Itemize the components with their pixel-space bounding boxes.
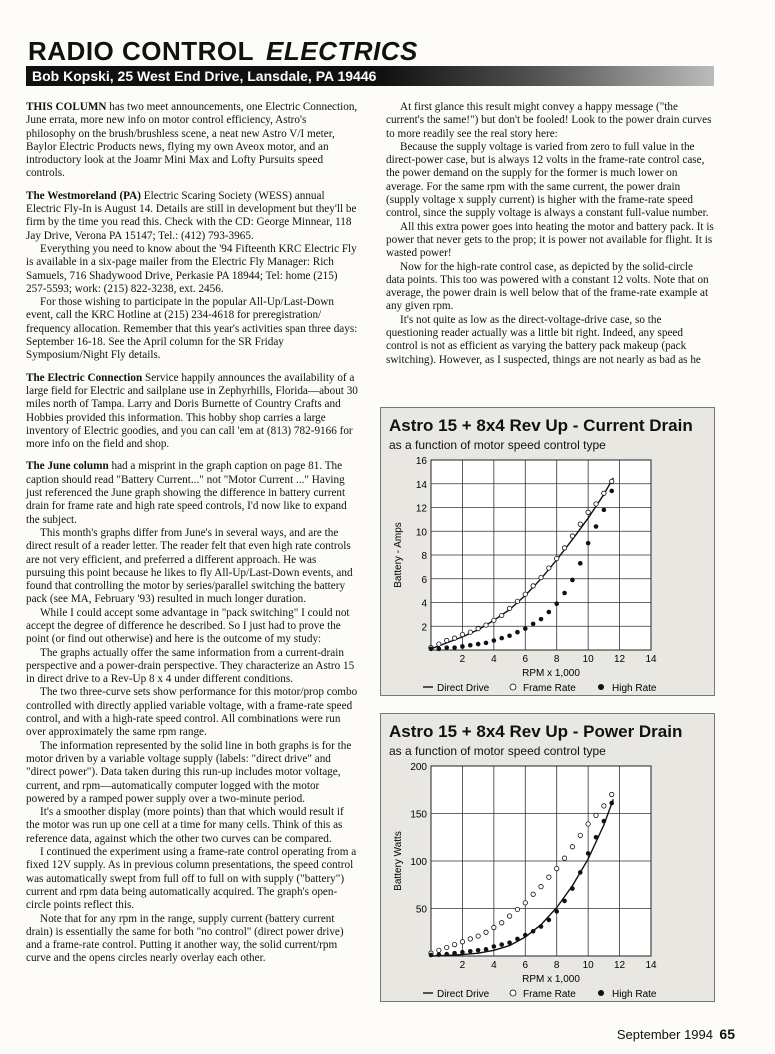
y-axis-label: Battery - Amps: [393, 522, 404, 588]
high-rate-point: [586, 851, 591, 856]
high-rate-point: [523, 933, 528, 938]
legend-direct-drive: Direct Drive: [437, 683, 490, 694]
frame-rate-point: [586, 510, 590, 514]
frame-rate-point: [452, 942, 456, 946]
title-italic: ELECTRICS: [266, 36, 418, 66]
x-tick-label: 14: [645, 654, 657, 665]
frame-rate-point: [468, 937, 472, 941]
x-tick-label: 6: [522, 654, 529, 665]
legend-high-rate: High Rate: [612, 989, 657, 1000]
high-rate-point: [531, 622, 536, 627]
paragraph: Now for the high-rate control case, as depicted by the solid-circle data points. This too was powered with a constant 12 volts. Note that on average, the power drain is well below that of the frame-rate example at any given rpm.: [386, 260, 709, 313]
high-rate-point: [476, 948, 481, 953]
title-main: RADIO CONTROL: [28, 36, 255, 66]
paragraph: [26, 460, 358, 526]
paragraph-text: Electric Scaring Society (WESS) annual Electric Fly-In is August 14. Details are still in development but they'll be firm by the time you read this. Check with the CD: George Minnear, 118 Jay Drive, Verona PA 15147; Tel.: (412) 793-3965.: [26, 189, 357, 242]
high-rate-point: [484, 641, 489, 646]
frame-rate-point: [452, 636, 456, 640]
frame-rate-point: [562, 856, 566, 860]
x-axis-label: RPM x 1,000: [522, 974, 580, 985]
lead-in: The Electric Connection: [26, 371, 143, 384]
high-rate-point: [468, 643, 473, 648]
frame-rate-point: [484, 623, 488, 627]
high-rate-point: [476, 642, 481, 647]
high-rate-point: [539, 924, 544, 929]
frame-rate-point: [507, 914, 511, 918]
frame-rate-point: [578, 522, 582, 526]
legend-direct-drive: Direct Drive: [437, 989, 490, 1000]
left-column: [26, 101, 358, 966]
current-drain-chart: [380, 407, 715, 696]
high-rate-point: [468, 949, 473, 954]
frame-rate-point: [437, 642, 441, 646]
paragraph-text: Everything you need to know about the '94 Fifteenth KRC Electric Fly is available in a six-page mailer from the Electric Fly Manager: Rich Samuels, 716 Shadywood Drive, Perkasie PA 18944; Tel: home (215) 257-5593; work: (215) 822-3238, ext. 2456.: [26, 242, 357, 295]
legend-solid-swatch: [598, 684, 604, 690]
frame-rate-point: [547, 566, 551, 570]
paragraph: [26, 607, 358, 647]
high-rate-point: [531, 929, 536, 934]
high-rate-point: [594, 835, 599, 840]
high-rate-point: [515, 630, 520, 635]
lead-in: THIS COLUMN: [26, 101, 107, 113]
frame-rate-point: [555, 556, 559, 560]
y-tick-label: 100: [410, 857, 427, 868]
frame-rate-point: [602, 804, 606, 808]
paragraph-text: The graphs actually offer the same information from a current-drain perspective and a power-drain perspective. They characterize an Astro 15 in direct drive to a Rev-Up 8 x 4 under different conditions.: [26, 646, 355, 686]
legend-open-swatch: [510, 684, 516, 690]
paragraph: [26, 296, 358, 362]
paragraph: [26, 913, 358, 966]
frame-rate-point: [523, 592, 527, 596]
paragraph: [26, 243, 358, 296]
high-rate-point: [570, 578, 575, 583]
high-rate-point: [452, 951, 457, 956]
legend-open-swatch: [510, 990, 516, 996]
paragraph: [26, 372, 358, 452]
paragraph-text: had a misprint in the graph caption on page 81. The caption should read "Battery Current..." not "Motor Current ..." Having just referenced the June graph showing the difference in battery current drain for frame rate and high rate speed controls, I'd now like to expand the subject.: [26, 460, 347, 526]
frame-rate-point: [492, 618, 496, 622]
high-rate-point: [499, 636, 504, 641]
frame-rate-point: [507, 606, 511, 610]
frame-rate-point: [594, 813, 598, 817]
frame-rate-point: [476, 934, 480, 938]
x-tick-label: 10: [582, 960, 594, 971]
paragraph: [26, 527, 358, 607]
high-rate-point: [429, 647, 434, 652]
high-rate-point: [437, 647, 442, 652]
frame-rate-point: [610, 479, 614, 483]
frame-rate-point: [547, 875, 551, 879]
paragraph-text: For those wishing to participate in the popular All-Up/Last-Down event, call the KRC Hotline at (215) 234-4618 for preregistration/ frequency allocation. Remember that this year's activities span three days: September 16-18. See the April column for the SR Friday Symposium/Night Fly details.: [26, 296, 358, 362]
author-byline: Bob Kopski, 25 West End Drive, Lansdale, PA 19446: [26, 66, 714, 86]
x-axis-label: RPM x 1,000: [522, 668, 580, 679]
paragraph-text: This month's graphs differ from June's in several ways, and are the direct result of a reader letter. The reader felt that even high rate controls are not very efficient, and preferred a different approach. He was pursuing this point because he likes to fly All-Up/Last-Down events, and found that controlling the motor by series/parallel switching the battery pack (see MA, February '93) resulted in much longer duration.: [26, 526, 353, 606]
x-tick-label: 6: [522, 960, 529, 971]
page-number: 65: [719, 1026, 735, 1042]
legend-high-rate: High Rate: [612, 683, 657, 694]
y-tick-label: 12: [415, 503, 427, 515]
paragraph: [26, 190, 358, 243]
high-rate-point: [594, 524, 599, 529]
frame-rate-point: [570, 845, 574, 849]
legend-frame-rate: Frame Rate: [523, 683, 576, 694]
high-rate-point: [484, 947, 489, 952]
x-tick-label: 2: [459, 654, 466, 665]
power-drain-chart: [380, 713, 715, 1002]
high-rate-point: [609, 489, 614, 494]
x-tick-label: 10: [582, 654, 594, 665]
legend-solid-swatch: [598, 990, 604, 996]
paragraph-text: Service happily announces the availability of a large field for Electric and sailplane use in Zephyrhills, Florida—about 30 miles north of Tampa. Larry and Doris Burnette of Country Crafts and Hobbies provided this information. This hobby shop carries a large inventory of Electric goodies, and you can call 'em at (813) 782-9166 for more info on the field and shop.: [26, 371, 358, 451]
high-rate-point: [562, 899, 567, 904]
frame-rate-point: [468, 630, 472, 634]
frame-rate-point: [460, 940, 464, 944]
high-rate-point: [492, 638, 497, 643]
y-tick-label: 8: [421, 551, 427, 562]
frame-rate-point: [492, 925, 496, 929]
lead-in: The Westmoreland (PA): [26, 189, 141, 202]
y-tick-label: 4: [421, 598, 427, 610]
high-rate-point: [460, 644, 465, 649]
high-rate-point: [547, 610, 552, 615]
lead-in: The June column: [26, 460, 109, 473]
paragraph-text: I continued the experiment using a frame-rate control operating from a fixed 12V supply. As in previous column presentations, the speed control was automatically swept from full off to full on with supply ("battery") current and rpm data being automatically acquired. The graph's open-circle points reflect this.: [26, 846, 357, 912]
paragraph-text: The two three-curve sets show performance for this motor/prop combo controlled with directly applied variable voltage, with a frame-rate speed control, and with a high-rate speed control. All combinations were run over approximately the same rpm range.: [26, 686, 358, 739]
frame-rate-point: [555, 866, 559, 870]
chart-svg: [381, 408, 714, 695]
column-title: [28, 36, 418, 67]
y-tick-label: 10: [415, 527, 427, 539]
paragraph: [26, 806, 358, 846]
x-tick-label: 4: [491, 654, 497, 665]
legend-frame-rate: Frame Rate: [523, 989, 576, 1000]
frame-rate-point: [539, 884, 543, 888]
paragraph: It's not quite as low as the direct-voltage-drive case, so the questioning reader actually was a little bit right. Indeed, any speed control is not as efficient as varying the battery pack makeup (pack switching). However, as I suspected, things are not nearly as bad as he: [386, 313, 701, 366]
high-rate-point: [547, 918, 552, 923]
frame-rate-point: [562, 546, 566, 550]
frame-rate-point: [570, 534, 574, 538]
high-rate-point: [515, 937, 520, 942]
y-tick-label: 200: [410, 762, 427, 773]
frame-rate-point: [437, 948, 441, 952]
paragraph: [26, 846, 358, 912]
high-rate-point: [578, 561, 583, 566]
high-rate-point: [429, 953, 434, 958]
y-tick-label: 2: [421, 622, 427, 634]
issue-date: September 1994: [616, 1027, 713, 1042]
high-rate-point: [554, 909, 559, 914]
paragraph-text: It's a smoother display (more points) than that which would result if the motor was run up one cell at a time for many cells. Think of this as reference data, against which the other two curves can be compared.: [26, 806, 344, 845]
high-rate-point: [523, 626, 528, 631]
high-rate-point: [554, 601, 559, 606]
high-rate-point: [602, 819, 607, 824]
paragraph: At first glance this result might convey a happy message ("the current's the same!") but don't be fooled! Look to the power drain curves to more readily see the real story here:: [386, 101, 712, 140]
paragraph: [26, 101, 358, 181]
paragraph-text: The information represented by the solid line in both graphs is for the motor driven by a variable voltage supply (labels: "direct drive" and "direct power"). Data taken during this run-up includes motor voltage, current, and rpm—automatically computer logged with the motor powered by a ramped power supply over a two-minute period.: [26, 739, 352, 805]
x-tick-label: 14: [645, 960, 657, 971]
frame-rate-point: [523, 901, 527, 905]
high-rate-point: [539, 617, 544, 622]
high-rate-point: [444, 645, 449, 650]
frame-rate-point: [500, 921, 504, 925]
high-rate-point: [499, 942, 504, 947]
frame-rate-point: [586, 822, 590, 826]
paragraph-text: While I could accept some advantage in "pack switching" I could not accept the degree of difference he described. So I just had to prove the point (or find out otherwise) and here is the outcome of my study:: [26, 606, 350, 646]
y-tick-label: 16: [415, 456, 427, 467]
high-rate-point: [444, 952, 449, 957]
high-rate-point: [492, 944, 497, 949]
high-rate-point: [507, 633, 512, 638]
chart-title: Astro 15 + 8x4 Rev Up - Power Drain: [389, 722, 683, 741]
frame-rate-point: [515, 907, 519, 911]
chart-svg: [381, 714, 714, 1001]
paragraph: Because the supply voltage is varied from zero to full value in the direct-power case, but is always 12 volts in the frame-rate control case, the power demand on the supply for the former is much lower on average. For the same rpm with the same current, the power drain (supply voltage x supply current) is higher with the frame-rate speed control, since the supply voltage is always a constant full-value number.: [386, 140, 709, 220]
frame-rate-point: [445, 638, 449, 642]
high-rate-point: [452, 645, 457, 650]
high-rate-point: [602, 508, 607, 513]
chart-title: Astro 15 + 8x4 Rev Up - Current Drain: [389, 416, 693, 435]
high-rate-point: [507, 940, 512, 945]
frame-rate-point: [602, 491, 606, 495]
frame-rate-point: [531, 584, 535, 588]
frame-rate-point: [594, 502, 598, 506]
right-column: [386, 101, 714, 367]
x-tick-label: 8: [553, 960, 560, 971]
frame-rate-point: [500, 613, 504, 617]
frame-rate-point: [578, 833, 582, 837]
x-tick-label: 4: [491, 960, 497, 971]
x-tick-label: 12: [614, 960, 626, 971]
frame-rate-point: [610, 792, 614, 796]
paragraph-text: has two meet announcements, one Electric Connection, June errata, more new info on motor control efficiency, Astro's philosophy on the brush/brushless scene, a neat new Astro V/I meter, Baylor Electric Products news, flying my own Aveox motor, and an introductory look at the Joamr Mini Max and Lofty Pursuits speed controls.: [26, 101, 358, 180]
paragraph: All this extra power goes into heating the motor and battery pack. It is power that never gets to the prop; it is power not available for flight. It is wasted power!: [386, 220, 714, 260]
high-rate-point: [460, 950, 465, 955]
y-tick-label: 14: [415, 479, 427, 491]
x-tick-label: 2: [459, 960, 466, 971]
x-tick-label: 12: [614, 654, 626, 665]
x-tick-label: 8: [553, 654, 560, 665]
frame-rate-point: [460, 632, 464, 636]
high-rate-point: [570, 886, 575, 891]
frame-rate-point: [531, 892, 535, 896]
high-rate-point: [578, 870, 583, 875]
frame-rate-point: [476, 626, 480, 630]
paragraph: [26, 647, 358, 687]
high-rate-point: [437, 952, 442, 957]
y-tick-label: 50: [415, 904, 427, 916]
frame-rate-point: [484, 930, 488, 934]
y-tick-label: 150: [410, 809, 427, 821]
y-tick-label: 6: [421, 574, 427, 586]
chart-subtitle: as a function of motor speed control type: [389, 438, 606, 452]
frame-rate-point: [515, 599, 519, 603]
high-rate-point: [609, 801, 614, 806]
frame-rate-point: [445, 945, 449, 949]
paragraph-text: Note that for any rpm in the range, supply current (battery current drain) is essentially the same for both "no control" (direct power drive) and a frame-rate control. Putting it another way, the solid current/rpm curve and the opens circles nearly overlay each other.: [26, 912, 344, 965]
paragraph: [26, 686, 358, 739]
high-rate-point: [562, 591, 567, 596]
paragraph: [26, 740, 358, 806]
y-axis-label: Battery Watts: [393, 831, 404, 891]
chart-subtitle: as a function of motor speed control type: [389, 744, 606, 758]
high-rate-point: [586, 541, 591, 546]
frame-rate-point: [539, 575, 543, 579]
